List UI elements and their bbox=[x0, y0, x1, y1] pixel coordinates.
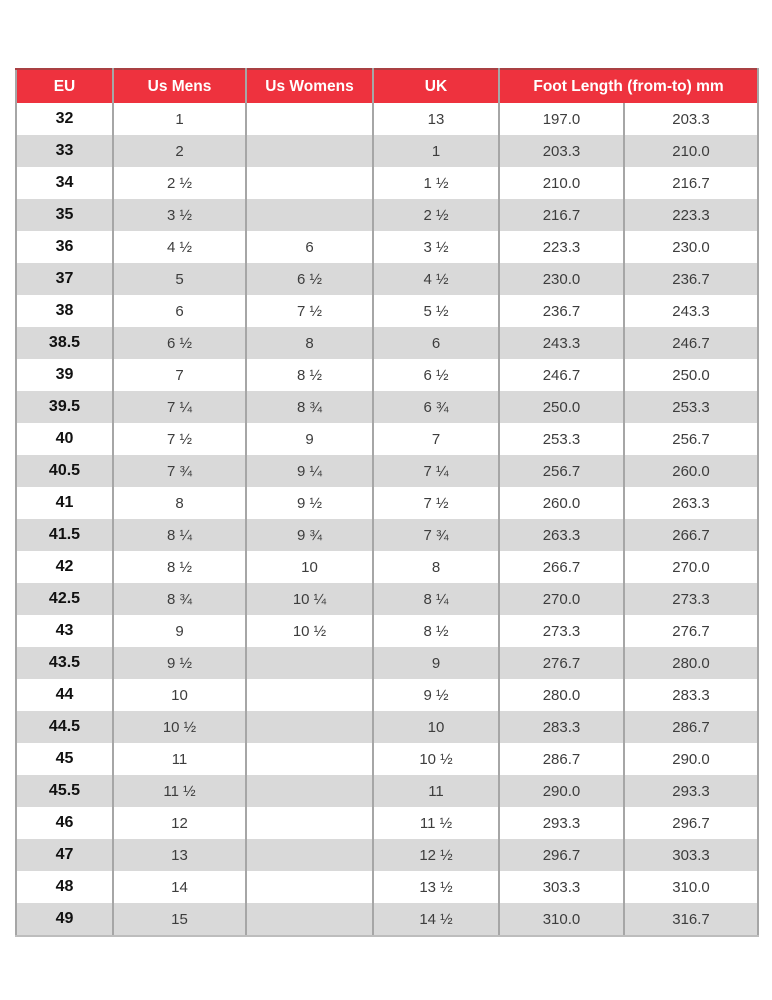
cell-us-mens: 13 bbox=[113, 839, 246, 871]
column-header-us-womens: Us Womens bbox=[246, 69, 373, 103]
cell-us-mens: 4 ½ bbox=[113, 231, 246, 263]
cell-uk: 7 ¼ bbox=[373, 455, 499, 487]
table-row bbox=[16, 135, 758, 167]
cell-us-womens: 6 ½ bbox=[246, 263, 373, 295]
cell-eu: 44 bbox=[16, 679, 113, 711]
cell-uk: 7 ½ bbox=[373, 487, 499, 519]
cell-us-mens: 7 ½ bbox=[113, 423, 246, 455]
cell-foot-length-to: 283.3 bbox=[624, 679, 758, 711]
cell-us-womens bbox=[246, 167, 373, 199]
cell-us-mens: 11 bbox=[113, 743, 246, 775]
table-row bbox=[16, 711, 758, 743]
cell-uk: 13 ½ bbox=[373, 871, 499, 903]
cell-uk: 7 bbox=[373, 423, 499, 455]
cell-eu: 46 bbox=[16, 807, 113, 839]
cell-eu: 49 bbox=[16, 903, 113, 936]
cell-us-mens: 9 bbox=[113, 615, 246, 647]
table-row bbox=[16, 391, 758, 423]
table-row bbox=[16, 807, 758, 839]
cell-us-womens bbox=[246, 679, 373, 711]
cell-us-mens: 8 ¾ bbox=[113, 583, 246, 615]
cell-us-mens: 10 ½ bbox=[113, 711, 246, 743]
cell-eu: 41 bbox=[16, 487, 113, 519]
cell-foot-length-from: 253.3 bbox=[499, 423, 624, 455]
cell-us-womens bbox=[246, 839, 373, 871]
cell-uk: 14 ½ bbox=[373, 903, 499, 936]
cell-foot-length-to: 263.3 bbox=[624, 487, 758, 519]
cell-uk: 1 bbox=[373, 135, 499, 167]
cell-uk: 5 ½ bbox=[373, 295, 499, 327]
cell-us-womens: 9 ¾ bbox=[246, 519, 373, 551]
column-header-foot-length: Foot Length (from-to) mm bbox=[499, 69, 758, 103]
cell-us-mens: 14 bbox=[113, 871, 246, 903]
cell-foot-length-from: 216.7 bbox=[499, 199, 624, 231]
table-row bbox=[16, 455, 758, 487]
cell-us-mens: 1 bbox=[113, 103, 246, 135]
table-row bbox=[16, 487, 758, 519]
cell-uk: 12 ½ bbox=[373, 839, 499, 871]
cell-eu: 38.5 bbox=[16, 327, 113, 359]
header-row bbox=[16, 69, 758, 103]
cell-foot-length-to: 276.7 bbox=[624, 615, 758, 647]
cell-us-womens bbox=[246, 743, 373, 775]
cell-us-mens: 3 ½ bbox=[113, 199, 246, 231]
cell-us-womens bbox=[246, 135, 373, 167]
cell-us-womens: 10 ½ bbox=[246, 615, 373, 647]
cell-uk: 6 bbox=[373, 327, 499, 359]
cell-uk: 1 ½ bbox=[373, 167, 499, 199]
cell-eu: 41.5 bbox=[16, 519, 113, 551]
cell-us-womens: 9 ½ bbox=[246, 487, 373, 519]
cell-foot-length-to: 260.0 bbox=[624, 455, 758, 487]
cell-foot-length-from: 250.0 bbox=[499, 391, 624, 423]
cell-us-mens: 6 ½ bbox=[113, 327, 246, 359]
cell-us-womens: 8 ½ bbox=[246, 359, 373, 391]
cell-uk: 11 ½ bbox=[373, 807, 499, 839]
cell-foot-length-to: 236.7 bbox=[624, 263, 758, 295]
table-row bbox=[16, 743, 758, 775]
cell-foot-length-to: 230.0 bbox=[624, 231, 758, 263]
cell-foot-length-from: 293.3 bbox=[499, 807, 624, 839]
cell-foot-length-to: 216.7 bbox=[624, 167, 758, 199]
cell-foot-length-to: 280.0 bbox=[624, 647, 758, 679]
cell-foot-length-to: 293.3 bbox=[624, 775, 758, 807]
cell-foot-length-to: 303.3 bbox=[624, 839, 758, 871]
cell-us-mens: 12 bbox=[113, 807, 246, 839]
cell-us-womens: 9 ¼ bbox=[246, 455, 373, 487]
table-row bbox=[16, 775, 758, 807]
cell-foot-length-from: 266.7 bbox=[499, 551, 624, 583]
cell-uk: 8 ½ bbox=[373, 615, 499, 647]
cell-eu: 32 bbox=[16, 103, 113, 135]
cell-eu: 47 bbox=[16, 839, 113, 871]
cell-us-mens: 10 bbox=[113, 679, 246, 711]
table-row bbox=[16, 647, 758, 679]
cell-foot-length-from: 230.0 bbox=[499, 263, 624, 295]
shoe-size-conversion-table bbox=[15, 68, 759, 937]
cell-eu: 43.5 bbox=[16, 647, 113, 679]
cell-uk: 6 ½ bbox=[373, 359, 499, 391]
cell-eu: 36 bbox=[16, 231, 113, 263]
cell-uk: 8 ¼ bbox=[373, 583, 499, 615]
table-row bbox=[16, 679, 758, 711]
cell-foot-length-to: 273.3 bbox=[624, 583, 758, 615]
cell-foot-length-from: 260.0 bbox=[499, 487, 624, 519]
table-row bbox=[16, 199, 758, 231]
cell-foot-length-from: 203.3 bbox=[499, 135, 624, 167]
cell-foot-length-from: 243.3 bbox=[499, 327, 624, 359]
cell-us-mens: 8 ¼ bbox=[113, 519, 246, 551]
cell-uk: 7 ¾ bbox=[373, 519, 499, 551]
cell-foot-length-from: 263.3 bbox=[499, 519, 624, 551]
cell-foot-length-to: 270.0 bbox=[624, 551, 758, 583]
cell-us-womens: 10 ¼ bbox=[246, 583, 373, 615]
cell-us-mens: 9 ½ bbox=[113, 647, 246, 679]
cell-uk: 13 bbox=[373, 103, 499, 135]
cell-foot-length-from: 256.7 bbox=[499, 455, 624, 487]
cell-eu: 48 bbox=[16, 871, 113, 903]
cell-foot-length-from: 296.7 bbox=[499, 839, 624, 871]
column-header-eu: EU bbox=[16, 69, 113, 103]
table-row bbox=[16, 167, 758, 199]
cell-us-womens: 10 bbox=[246, 551, 373, 583]
cell-uk: 4 ½ bbox=[373, 263, 499, 295]
table-row bbox=[16, 295, 758, 327]
cell-uk: 6 ¾ bbox=[373, 391, 499, 423]
table-row bbox=[16, 903, 758, 936]
column-header-uk: UK bbox=[373, 69, 499, 103]
cell-foot-length-from: 280.0 bbox=[499, 679, 624, 711]
cell-us-mens: 8 bbox=[113, 487, 246, 519]
table-row bbox=[16, 263, 758, 295]
cell-foot-length-to: 246.7 bbox=[624, 327, 758, 359]
cell-us-mens: 11 ½ bbox=[113, 775, 246, 807]
cell-us-womens bbox=[246, 871, 373, 903]
cell-us-mens: 2 bbox=[113, 135, 246, 167]
cell-us-mens: 5 bbox=[113, 263, 246, 295]
cell-foot-length-from: 236.7 bbox=[499, 295, 624, 327]
cell-foot-length-from: 210.0 bbox=[499, 167, 624, 199]
cell-us-womens bbox=[246, 903, 373, 936]
cell-foot-length-to: 203.3 bbox=[624, 103, 758, 135]
cell-uk: 8 bbox=[373, 551, 499, 583]
cell-foot-length-to: 296.7 bbox=[624, 807, 758, 839]
cell-eu: 45.5 bbox=[16, 775, 113, 807]
table-row bbox=[16, 871, 758, 903]
cell-eu: 42.5 bbox=[16, 583, 113, 615]
table-row bbox=[16, 423, 758, 455]
cell-us-womens bbox=[246, 807, 373, 839]
cell-uk: 2 ½ bbox=[373, 199, 499, 231]
cell-foot-length-from: 270.0 bbox=[499, 583, 624, 615]
cell-us-mens: 7 bbox=[113, 359, 246, 391]
cell-eu: 39 bbox=[16, 359, 113, 391]
cell-us-mens: 15 bbox=[113, 903, 246, 936]
cell-uk: 9 ½ bbox=[373, 679, 499, 711]
cell-us-womens: 9 bbox=[246, 423, 373, 455]
table-row bbox=[16, 839, 758, 871]
cell-foot-length-from: 286.7 bbox=[499, 743, 624, 775]
table-row bbox=[16, 519, 758, 551]
cell-foot-length-from: 283.3 bbox=[499, 711, 624, 743]
cell-foot-length-to: 256.7 bbox=[624, 423, 758, 455]
cell-us-womens: 7 ½ bbox=[246, 295, 373, 327]
cell-foot-length-from: 310.0 bbox=[499, 903, 624, 936]
cell-eu: 43 bbox=[16, 615, 113, 647]
cell-foot-length-to: 243.3 bbox=[624, 295, 758, 327]
cell-eu: 38 bbox=[16, 295, 113, 327]
cell-us-mens: 2 ½ bbox=[113, 167, 246, 199]
cell-eu: 45 bbox=[16, 743, 113, 775]
cell-foot-length-to: 286.7 bbox=[624, 711, 758, 743]
cell-foot-length-from: 197.0 bbox=[499, 103, 624, 135]
cell-foot-length-to: 223.3 bbox=[624, 199, 758, 231]
table-row bbox=[16, 583, 758, 615]
cell-us-mens: 8 ½ bbox=[113, 551, 246, 583]
cell-uk: 10 bbox=[373, 711, 499, 743]
cell-foot-length-from: 303.3 bbox=[499, 871, 624, 903]
cell-us-mens: 6 bbox=[113, 295, 246, 327]
cell-uk: 11 bbox=[373, 775, 499, 807]
cell-eu: 44.5 bbox=[16, 711, 113, 743]
table-row bbox=[16, 359, 758, 391]
cell-us-womens: 8 bbox=[246, 327, 373, 359]
cell-foot-length-from: 246.7 bbox=[499, 359, 624, 391]
cell-us-womens bbox=[246, 199, 373, 231]
table-row bbox=[16, 231, 758, 263]
cell-us-womens bbox=[246, 711, 373, 743]
cell-eu: 37 bbox=[16, 263, 113, 295]
cell-us-womens: 8 ¾ bbox=[246, 391, 373, 423]
cell-us-womens bbox=[246, 103, 373, 135]
cell-eu: 39.5 bbox=[16, 391, 113, 423]
cell-eu: 42 bbox=[16, 551, 113, 583]
cell-eu: 35 bbox=[16, 199, 113, 231]
cell-foot-length-from: 276.7 bbox=[499, 647, 624, 679]
table-row bbox=[16, 615, 758, 647]
column-header-us-mens: Us Mens bbox=[113, 69, 246, 103]
cell-uk: 9 bbox=[373, 647, 499, 679]
cell-eu: 40.5 bbox=[16, 455, 113, 487]
cell-foot-length-to: 290.0 bbox=[624, 743, 758, 775]
cell-foot-length-to: 250.0 bbox=[624, 359, 758, 391]
cell-eu: 33 bbox=[16, 135, 113, 167]
cell-us-womens: 6 bbox=[246, 231, 373, 263]
table-row bbox=[16, 327, 758, 359]
cell-foot-length-to: 210.0 bbox=[624, 135, 758, 167]
cell-foot-length-from: 290.0 bbox=[499, 775, 624, 807]
cell-eu: 40 bbox=[16, 423, 113, 455]
cell-us-womens bbox=[246, 775, 373, 807]
cell-eu: 34 bbox=[16, 167, 113, 199]
cell-foot-length-from: 223.3 bbox=[499, 231, 624, 263]
cell-uk: 10 ½ bbox=[373, 743, 499, 775]
cell-us-mens: 7 ¼ bbox=[113, 391, 246, 423]
cell-foot-length-to: 310.0 bbox=[624, 871, 758, 903]
cell-foot-length-to: 316.7 bbox=[624, 903, 758, 936]
table-row bbox=[16, 103, 758, 135]
cell-us-mens: 7 ¾ bbox=[113, 455, 246, 487]
cell-uk: 3 ½ bbox=[373, 231, 499, 263]
cell-us-womens bbox=[246, 647, 373, 679]
cell-foot-length-to: 253.3 bbox=[624, 391, 758, 423]
cell-foot-length-to: 266.7 bbox=[624, 519, 758, 551]
table-row bbox=[16, 551, 758, 583]
cell-foot-length-from: 273.3 bbox=[499, 615, 624, 647]
